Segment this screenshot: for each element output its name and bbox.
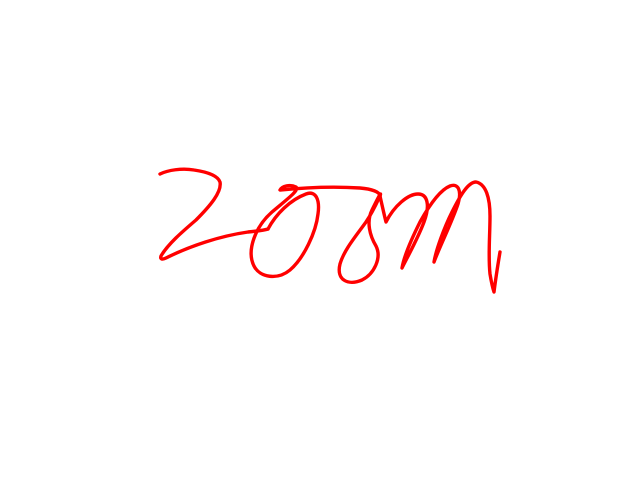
ink-stroke-letter-m [380,182,500,292]
ink-stroke-second-o [339,194,380,282]
